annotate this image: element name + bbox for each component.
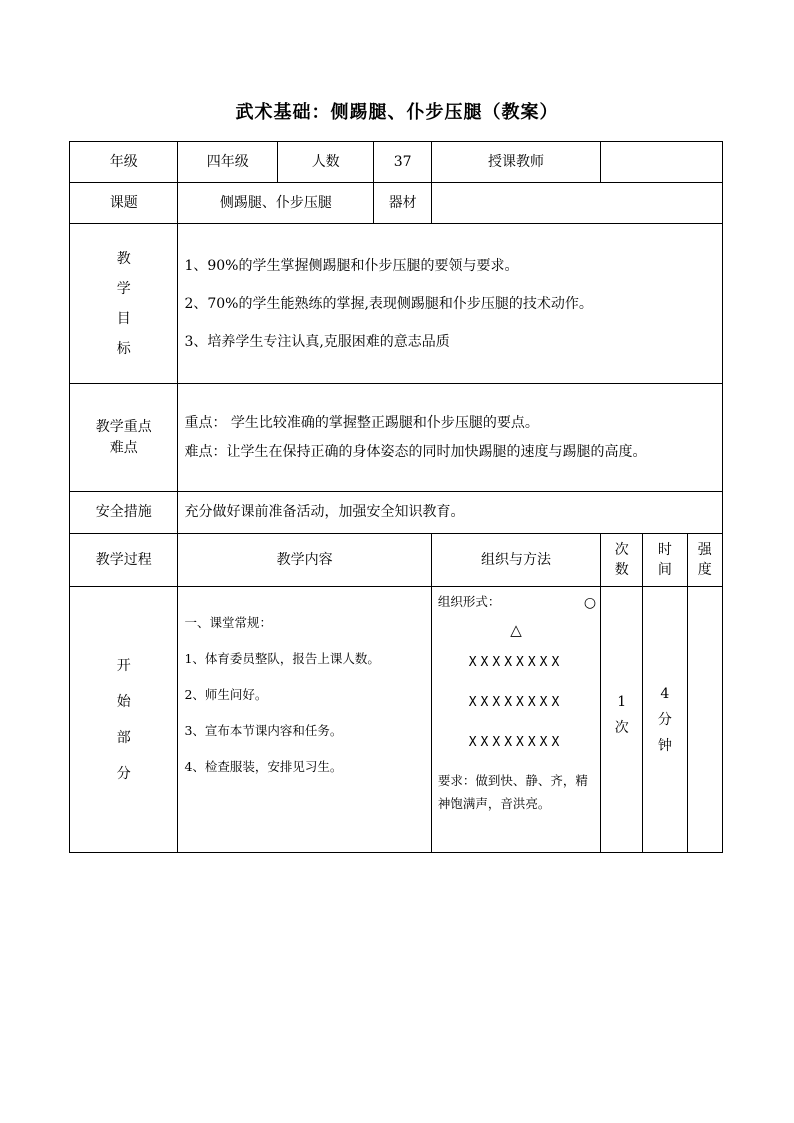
opening-content (178, 587, 431, 853)
formation-row: XXXXXXXX (468, 655, 564, 670)
process-header-row (70, 534, 723, 587)
count-value: 37 (374, 142, 432, 183)
content-item: 4、检查服装，安排见习生。 (184, 759, 343, 774)
content-item: 一、课堂常规： (184, 615, 272, 630)
difficulty-text: 难点：让学生在保持正确的身体姿态的同时加快踢腿的速度与踢腿的高度。 (184, 443, 647, 460)
page-title: 武术基础：侧踢腿、仆步压腿（教案） (235, 102, 559, 123)
objectives-list (178, 224, 723, 384)
equipment-value (431, 183, 722, 224)
times-value: 1 次 (601, 587, 643, 853)
content-item: 3、宣布本节课内容和任务。 (184, 723, 343, 738)
org-label: 组织形式： (437, 594, 501, 609)
topic-value: 侧踢腿、仆步压腿 (178, 183, 374, 224)
formation-row: XXXXXXXX (468, 735, 564, 750)
objective-item: 1、90%的学生掌握侧踢腿和仆步压腿的要领与要求。 (184, 257, 519, 274)
key-points-label: 教学重点 难点 (70, 384, 178, 492)
safety-label: 安全措施 (70, 492, 178, 534)
header-row (70, 142, 723, 183)
opening-row (70, 587, 723, 853)
triangle-icon: △ (510, 621, 522, 639)
times-header: 次 数 (601, 534, 643, 587)
process-header: 教学过程 (70, 534, 178, 587)
topic-label: 课题 (70, 183, 178, 224)
formation-row: XXXXXXXX (468, 695, 564, 710)
content-item: 2、师生问好。 (184, 687, 268, 702)
objective-item: 2、70%的学生能熟练的掌握,表现侧踢腿和仆步压腿的技术动作。 (184, 295, 593, 312)
content-header: 教学内容 (178, 534, 431, 587)
focus-text: 重点： 学生比较准确的掌握整正踢腿和仆步压腿的要点。 (184, 414, 539, 431)
grade-label: 年级 (70, 142, 178, 183)
content-item: 1、体育委员整队，报告上课人数。 (184, 651, 380, 666)
topic-row (70, 183, 723, 224)
method-header: 组织与方法 (431, 534, 600, 587)
duration-header: 时 间 (643, 534, 687, 587)
intensity-value (687, 587, 722, 853)
teacher-circle-icon: ○ (583, 595, 597, 611)
opening-label: 开 始 部 分 (70, 587, 178, 853)
lesson-plan-table (69, 141, 723, 853)
equipment-label: 器材 (374, 183, 432, 224)
organization-method (431, 587, 600, 853)
teacher-value (601, 142, 723, 183)
objectives-row (70, 224, 723, 384)
objective-item: 3、培养学生专注认真,克服困难的意志品质 (184, 333, 450, 350)
objectives-label: 教 学 目 标 (70, 224, 178, 384)
duration-value: 4 分 钟 (643, 587, 687, 853)
count-label: 人数 (278, 142, 374, 183)
safety-row (70, 492, 723, 534)
key-points-content (178, 384, 723, 492)
grade-value: 四年级 (178, 142, 278, 183)
safety-value: 充分做好课前准备活动，加强安全知识教育。 (178, 492, 723, 534)
requirement-text: 要求：做到快、静、齐，精神饱满声，音洪亮。 (437, 773, 588, 811)
teacher-label: 授课教师 (431, 142, 600, 183)
intensity-header: 强 度 (687, 534, 722, 587)
org-form-line (437, 593, 597, 617)
key-points-row (70, 384, 723, 492)
